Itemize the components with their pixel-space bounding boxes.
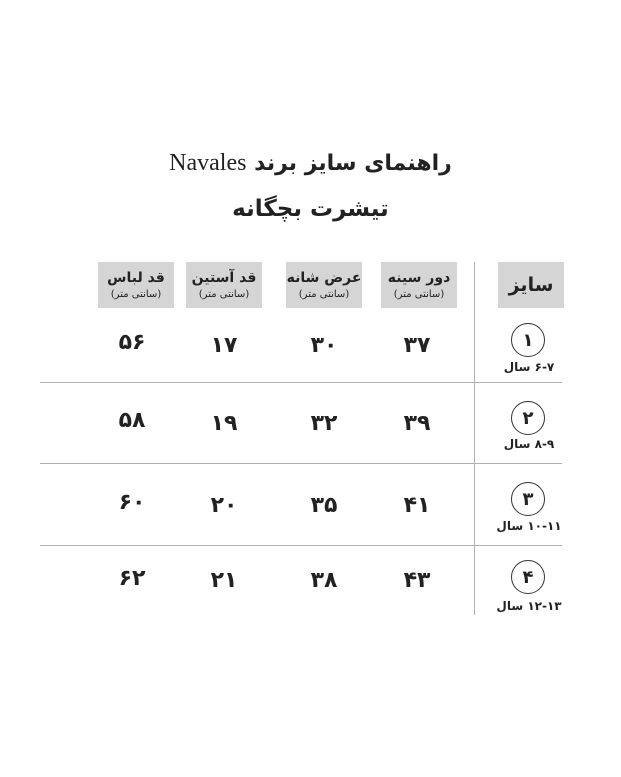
size-badge: ۱ bbox=[511, 323, 545, 357]
size-badge: ۲ bbox=[511, 401, 545, 435]
header-shoulder-width bbox=[286, 262, 362, 308]
cell-chest: ۴۳ bbox=[403, 568, 431, 593]
size-age: ۶-۷ سال bbox=[503, 360, 555, 374]
cell-shoulder-width: ۳۰ bbox=[310, 333, 338, 358]
brand-name: Navales bbox=[169, 150, 247, 176]
header-label: عرض شانه bbox=[286, 269, 362, 286]
header-unit: (سانتی متر) bbox=[393, 288, 445, 300]
size-age: ۸-۹ سال bbox=[503, 437, 555, 451]
column-divider bbox=[474, 262, 475, 615]
header-unit: (سانتی متر) bbox=[298, 288, 350, 300]
cell-chest: ۳۷ bbox=[403, 333, 431, 358]
row-divider bbox=[40, 545, 562, 546]
size-badge: ۴ bbox=[511, 560, 545, 594]
title-prefix: راهنمای سایز برند bbox=[254, 151, 452, 176]
cell-sleeve-length: ۲۱ bbox=[210, 568, 238, 593]
header-label: دور سینه bbox=[387, 269, 451, 286]
cell-shoulder-width: ۳۵ bbox=[310, 493, 338, 518]
header-label: قد لباس bbox=[107, 269, 165, 286]
header-sleeve-length bbox=[186, 262, 262, 308]
cell-garment-length: ۵۶ bbox=[118, 330, 146, 355]
cell-sleeve-length: ۱۹ bbox=[210, 411, 238, 436]
cell-garment-length: ۶۰ bbox=[118, 490, 146, 515]
header-unit: (سانتی متر) bbox=[198, 288, 250, 300]
size-age: ۱۲-۱۳ سال bbox=[496, 599, 562, 613]
cell-sleeve-length: ۲۰ bbox=[210, 493, 238, 518]
header-chest bbox=[381, 262, 457, 308]
cell-shoulder-width: ۳۸ bbox=[310, 568, 338, 593]
row-divider bbox=[40, 463, 562, 464]
header-unit: (سانتی متر) bbox=[110, 288, 162, 300]
page-subtitle: تیشرت بچگانه bbox=[232, 196, 389, 222]
header-garment-length bbox=[98, 262, 174, 308]
cell-sleeve-length: ۱۷ bbox=[210, 333, 238, 358]
cell-garment-length: ۵۸ bbox=[118, 408, 146, 433]
header-size: سایز bbox=[498, 262, 564, 308]
size-badge: ۳ bbox=[511, 482, 545, 516]
header-label: قد آستین bbox=[191, 269, 257, 286]
cell-shoulder-width: ۳۲ bbox=[310, 411, 338, 436]
cell-chest: ۴۱ bbox=[403, 493, 431, 518]
cell-garment-length: ۶۲ bbox=[118, 566, 146, 591]
size-age: ۱۰-۱۱ سال bbox=[496, 519, 562, 533]
cell-chest: ۳۹ bbox=[403, 411, 431, 436]
row-divider bbox=[40, 382, 562, 383]
page-title bbox=[0, 150, 621, 177]
